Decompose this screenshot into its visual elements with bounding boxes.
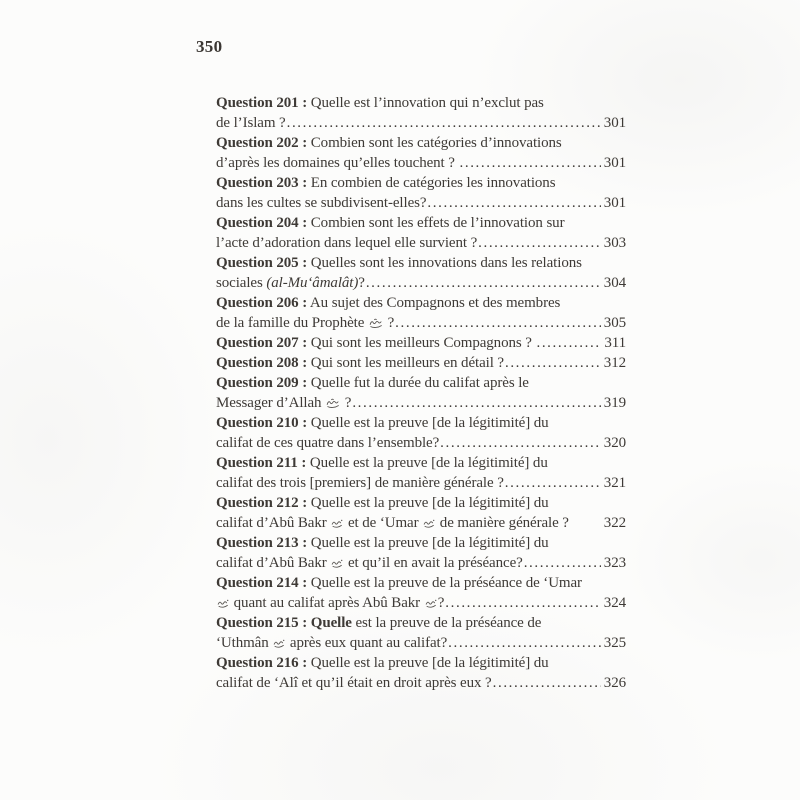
toc-text	[216, 215, 564, 231]
toc-text-segment: Au sujet des Compagnons et des membres	[307, 295, 561, 311]
ra-symbol-icon	[273, 633, 285, 653]
question-label: Question 212 :	[216, 495, 308, 511]
toc-text-segment: ?	[341, 395, 352, 411]
toc-line	[216, 573, 626, 593]
toc-text	[216, 513, 569, 533]
toc-text	[216, 175, 555, 191]
toc-page-number: 304	[603, 275, 626, 291]
toc-page-number: 305	[603, 315, 626, 331]
toc-text	[216, 393, 351, 413]
question-label: Question 206 :	[216, 295, 308, 311]
toc-text-segment: de manière générale ?	[436, 515, 569, 531]
toc-text-segment: Quelle est la preuve de la préséance de ‘Umar	[307, 575, 582, 591]
dot-leader	[460, 153, 601, 173]
toc-text-segment: Qui sont les meilleurs en détail ?	[307, 355, 504, 371]
question-label: Question 216 :	[216, 655, 308, 671]
toc-text-segment: Combien sont les catégories d’innovations	[307, 135, 562, 151]
toc-text-segment: Quelle est la preuve [de la légitimité] du	[307, 415, 549, 431]
toc-line	[216, 633, 626, 653]
toc-entry	[216, 373, 626, 413]
toc-page-number: 322	[603, 515, 626, 531]
toc-text-segment: Quelle est la preuve [de la légitimité] du	[307, 495, 549, 511]
toc-entry	[216, 613, 626, 653]
ra-symbol-icon	[217, 593, 229, 613]
toc-text	[216, 193, 426, 213]
question-label: Question 213 :	[216, 535, 308, 551]
dot-leader	[366, 273, 601, 293]
toc-entry	[216, 93, 626, 133]
toc-page-number: 301	[603, 195, 626, 211]
toc-text-segment: quant au califat après Abû Bakr	[230, 595, 424, 611]
saw-symbol-icon	[326, 393, 340, 413]
dot-leader	[505, 473, 601, 493]
ra-symbol-icon	[423, 513, 435, 533]
toc-text-segment: Quelle est la preuve [de la légitimité] du	[306, 455, 548, 471]
toc-text	[216, 655, 549, 671]
toc-text-segment: Quelles sont les innovations dans les relations	[307, 255, 582, 271]
toc-line	[216, 473, 626, 493]
toc-text	[216, 575, 582, 591]
toc-page-number: 320	[603, 435, 626, 451]
toc-entry	[216, 413, 626, 453]
toc-line	[216, 653, 626, 673]
toc-page-number: 324	[603, 595, 626, 611]
toc-line	[216, 133, 626, 153]
toc-entry	[216, 453, 626, 493]
question-label: Question 209 :	[216, 375, 308, 391]
toc-text-segment: califat de ces quatre dans l’ensemble?	[216, 435, 440, 451]
toc-page-number: 325	[603, 635, 626, 651]
toc-text	[216, 473, 504, 493]
question-label: Question 210 :	[216, 415, 308, 431]
toc-line	[216, 513, 626, 533]
toc-text-segment: ?	[358, 275, 365, 291]
toc-page-number: 311	[604, 335, 626, 351]
toc-line	[216, 233, 626, 253]
toc-text	[216, 333, 535, 353]
dot-leader	[287, 113, 601, 133]
toc-text-segment: sociales	[216, 275, 267, 291]
toc-text	[216, 495, 549, 511]
toc-text-segment: califat de ‘Alî et qu’il était en droit après eux ?	[216, 675, 492, 691]
toc-line	[216, 433, 626, 453]
toc-page-number: 326	[603, 675, 626, 691]
toc-text-segment: est la preuve de la préséance de	[351, 615, 542, 631]
dot-leader	[448, 633, 601, 653]
toc-text	[216, 273, 365, 293]
page-number: 350	[196, 37, 223, 56]
toc-text	[216, 255, 582, 271]
toc-page-number: 321	[603, 475, 626, 491]
toc-entry	[216, 493, 626, 533]
toc-text	[216, 415, 549, 431]
question-label: Question 203 :	[216, 175, 308, 191]
dot-leader	[440, 433, 601, 453]
toc-line	[216, 393, 626, 413]
question-label: Question 204 :	[216, 215, 308, 231]
toc-line	[216, 413, 626, 433]
toc-text	[216, 353, 504, 373]
toc-text-segment: ?	[383, 315, 395, 331]
toc-text	[216, 673, 492, 693]
toc-line	[216, 553, 626, 573]
question-label: Question 211 :	[216, 455, 307, 471]
toc-text-segment: l’acte d’adoration dans lequel elle survient ?	[216, 235, 478, 251]
toc-entry	[216, 173, 626, 213]
toc-line	[216, 173, 626, 193]
toc-line	[216, 613, 626, 633]
toc-line	[216, 113, 626, 133]
toc-line	[216, 93, 626, 113]
toc-text-segment: de l’Islam ?	[216, 115, 286, 131]
toc-text-segment: (al-Mu‘âmalât)	[266, 275, 359, 291]
toc-text	[216, 295, 560, 311]
toc-text	[216, 153, 459, 173]
dot-leader	[536, 333, 601, 353]
toc-text	[216, 95, 544, 111]
toc-line	[216, 333, 626, 353]
toc-entry	[216, 533, 626, 573]
ra-symbol-icon	[331, 553, 343, 573]
toc-line	[216, 253, 626, 273]
toc-line	[216, 273, 626, 293]
toc-text	[216, 233, 477, 253]
dot-leader	[427, 193, 600, 213]
toc-line	[216, 453, 626, 473]
toc-page-number: 301	[603, 155, 626, 171]
dot-leader	[505, 353, 601, 373]
toc-list	[216, 93, 626, 693]
ra-symbol-icon	[331, 513, 343, 533]
toc-text	[216, 455, 548, 471]
toc-text	[216, 433, 439, 453]
toc-text-segment: et de ‘Umar	[344, 515, 423, 531]
toc-entry	[216, 253, 626, 293]
question-label: Question 202 :	[216, 135, 308, 151]
toc-entry	[216, 213, 626, 253]
toc-entry	[216, 353, 626, 373]
toc-text-segment: et qu’il en avait la préséance?	[344, 555, 523, 571]
toc-entry	[216, 293, 626, 333]
toc-line	[216, 313, 626, 333]
toc-text	[216, 593, 444, 613]
question-label: Question 215 : Quelle	[216, 615, 352, 631]
dot-leader	[445, 593, 601, 613]
toc-text-segment: Quelle est la preuve [de la légitimité] du	[307, 535, 549, 551]
toc-page-number: 319	[603, 395, 626, 411]
toc-line	[216, 193, 626, 213]
toc-entry	[216, 653, 626, 693]
toc-entry	[216, 573, 626, 613]
toc-text-segment: ?	[437, 595, 445, 611]
toc-text-segment: Quelle est la preuve [de la légitimité] du	[307, 655, 549, 671]
toc-line	[216, 153, 626, 173]
toc-text-segment: d’après les domaines qu’elles touchent ?	[216, 155, 459, 171]
dot-leader	[352, 393, 600, 413]
toc-text	[216, 135, 562, 151]
toc-text	[216, 313, 394, 333]
toc-page-number: 301	[603, 115, 626, 131]
toc-text-segment: califat d’Abû Bakr	[216, 515, 331, 531]
toc-text-segment: califat des trois [premiers] de manière générale ?	[216, 475, 504, 491]
question-label: Question 207 :	[216, 335, 308, 351]
toc-text	[216, 553, 523, 573]
dot-leader	[395, 313, 601, 333]
toc-page-number: 323	[603, 555, 626, 571]
toc-text	[216, 633, 447, 653]
toc-text-segment: après eux quant au califat?	[286, 635, 448, 651]
toc-entry	[216, 133, 626, 173]
toc-line	[216, 353, 626, 373]
toc-text-segment: Qui sont les meilleurs Compagnons ?	[307, 335, 536, 351]
question-label: Question 208 :	[216, 355, 308, 371]
toc-text-segment: En combien de catégories les innovations	[307, 175, 556, 191]
dot-leader	[493, 673, 601, 693]
toc-text-segment: ‘Uthmân	[216, 635, 273, 651]
toc-text-segment: de la famille du Prophète	[216, 315, 368, 331]
question-label: Question 214 :	[216, 575, 308, 591]
toc-line	[216, 293, 626, 313]
toc-line	[216, 593, 626, 613]
toc-line	[216, 373, 626, 393]
toc-page-number: 303	[603, 235, 626, 251]
toc-line	[216, 493, 626, 513]
toc-text-segment: califat d’Abû Bakr	[216, 555, 331, 571]
toc-text-segment: Quelle fut la durée du califat après le	[307, 375, 529, 391]
toc-line	[216, 533, 626, 553]
toc-text-segment: dans les cultes se subdivisent-elles?	[216, 195, 427, 211]
toc-text-segment: Quelle est l’innovation qui n’exclut pas	[307, 95, 544, 111]
saw-symbol-icon	[369, 313, 383, 333]
ra-symbol-icon	[425, 593, 437, 613]
toc-page-number: 312	[603, 355, 626, 371]
question-label: Question 201 :	[216, 95, 308, 111]
toc-text-segment: Messager d’Allah	[216, 395, 326, 411]
toc-text	[216, 535, 549, 551]
dot-leader	[524, 553, 601, 573]
toc-text	[216, 113, 286, 133]
question-label: Question 205 :	[216, 255, 308, 271]
toc-line	[216, 213, 626, 233]
toc-text	[216, 375, 529, 391]
toc-text	[216, 615, 541, 631]
dot-leader	[478, 233, 601, 253]
toc-line	[216, 673, 626, 693]
toc-text-segment: Combien sont les effets de l’innovation sur	[307, 215, 565, 231]
toc-entry	[216, 333, 626, 353]
